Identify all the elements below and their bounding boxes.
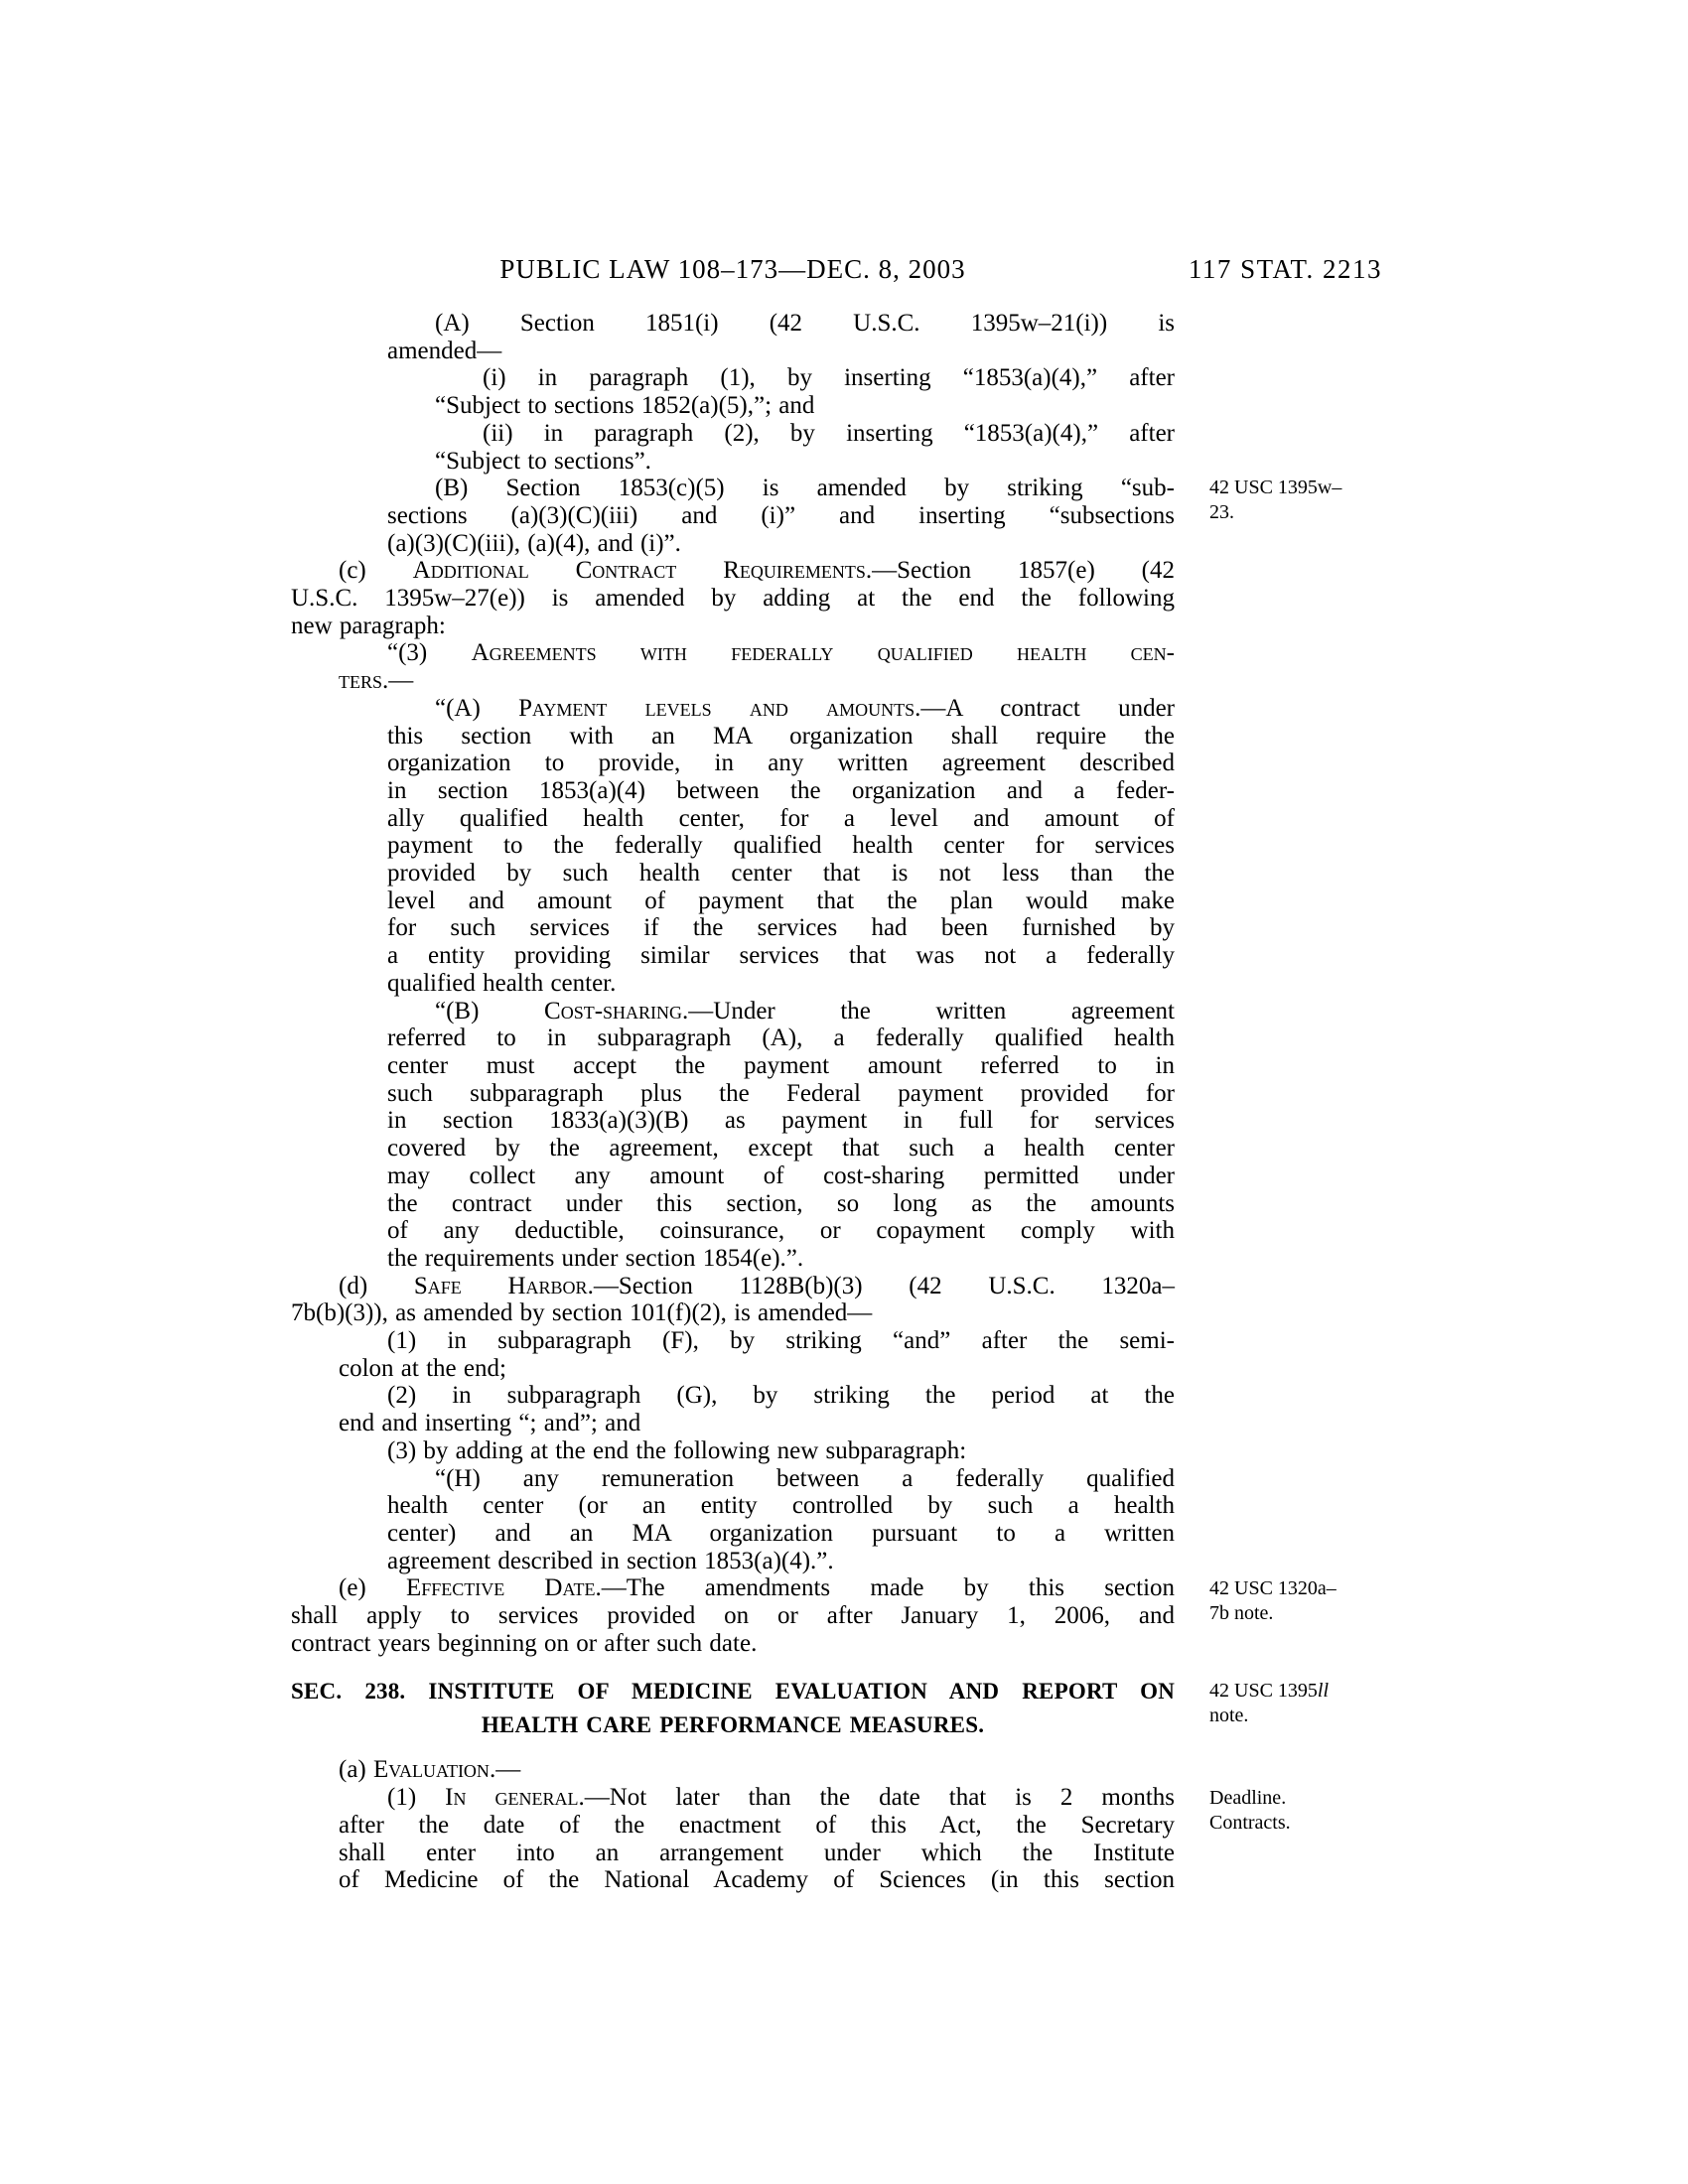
- text-line: “(H) any remuneration between a federally qualified: [435, 1464, 1175, 1492]
- text-line: (a)(3)(C)(iii), (a)(4), and (i)”.: [387, 529, 681, 557]
- text-line: payment to the federally qualified health center for services: [387, 832, 1175, 860]
- text-line: level and amount of payment that the plan would make: [387, 887, 1175, 914]
- text-line: of any deductible, coinsurance, or copayment comply with: [387, 1217, 1175, 1245]
- text-line: “(A) Payment levels and amounts.—A contract under: [435, 694, 1175, 722]
- text-line: a entity providing similar services that was not a federally: [387, 942, 1175, 970]
- text-line: U.S.C. 1395w–27(e)) is amended by adding at the end the following: [291, 585, 1175, 613]
- text-line: of Medicine of the National Academy of Sciences (in this section: [339, 1866, 1175, 1894]
- text-line: center must accept the payment amount referred to in: [387, 1051, 1175, 1079]
- text-line: may collect any amount of cost-sharing permitted under: [387, 1161, 1175, 1189]
- text-line: (3) by adding at the end the following new subparagraph:: [387, 1436, 967, 1464]
- text-line: for such services if the services had been furnished by: [387, 914, 1175, 942]
- text-line: organization to provide, in any written agreement described: [387, 750, 1175, 777]
- text-line: ters.—: [339, 667, 414, 695]
- text-line: shall apply to services provided on or after January 1, 2006, and: [291, 1602, 1175, 1630]
- page-header-law-title: PUBLIC LAW 108–173—DEC. 8, 2003: [499, 254, 966, 284]
- text-line: referred to in subparagraph (A), a federally qualified health: [387, 1024, 1175, 1052]
- page-header-stat-number: 117 STAT. 2213: [1188, 254, 1382, 284]
- text-line: health center (or an entity controlled by such a health: [387, 1492, 1175, 1520]
- text-line: provided by such health center that is not less than the: [387, 860, 1175, 887]
- text-line: (e) Effective Date.—The amendments made by this section: [339, 1574, 1176, 1602]
- text-line: (1) in subparagraph (F), by striking “and” after the semi-: [387, 1327, 1175, 1355]
- section-heading-line: HEALTH CARE PERFORMANCE MEASURES.: [481, 1712, 985, 1738]
- text-line: “Subject to sections 1852(a)(5),”; and: [435, 392, 815, 420]
- text-line: new paragraph:: [291, 612, 446, 639]
- text-line: 7b(b)(3)), as amended by section 101(f)(2), is amended—: [291, 1299, 873, 1327]
- text-line: sections (a)(3)(C)(iii) and (i)” and inserting “subsections: [387, 501, 1175, 529]
- margin-note-deadline-contracts: Deadline. Contracts.: [1209, 1787, 1291, 1834]
- text-line: the requirements under section 1854(e).”.: [387, 1244, 804, 1272]
- text-line: (d) Safe Harbor.—Section 1128B(b)(3) (42 U.S.C. 1320a–: [339, 1272, 1176, 1299]
- text-line: (ii) in paragraph (2), by inserting “1853(a)(4),” after: [483, 419, 1175, 447]
- text-line: (c) Additional Contract Requirements.—Section 1857(e) (42: [339, 557, 1176, 585]
- text-line: in section 1833(a)(3)(B) as payment in full for services: [387, 1107, 1175, 1135]
- text-line: this section with an MA organization shall require the: [387, 722, 1175, 750]
- text-line: (A) Section 1851(i) (42 U.S.C. 1395w–21(i)) is: [435, 310, 1175, 337]
- text-line: after the date of the enactment of this Act, the Secretary: [339, 1811, 1175, 1839]
- text-line: center) and an MA organization pursuant to a written: [387, 1519, 1175, 1547]
- text-line: “Subject to sections”.: [435, 447, 651, 475]
- text-line: agreement described in section 1853(a)(4).”.: [387, 1547, 834, 1574]
- text-line: end and inserting “; and”; and: [339, 1410, 641, 1437]
- text-line: such subparagraph plus the Federal payment provided for: [387, 1079, 1175, 1107]
- text-line: “(3) Agreements with federally qualified health cen-: [387, 639, 1175, 667]
- text-line: ally qualified health center, for a level and amount of: [387, 804, 1175, 832]
- text-line: covered by the agreement, except that such a health center: [387, 1135, 1175, 1162]
- margin-note-usc-1395w-23: 42 USC 1395w–23.: [1209, 477, 1342, 523]
- text-line: in section 1853(a)(4) between the organization and a feder-: [387, 776, 1175, 804]
- body-text: [291, 310, 1175, 1894]
- text-line: colon at the end;: [339, 1354, 506, 1382]
- text-line: amended—: [387, 337, 502, 364]
- text-line: shall enter into an arrangement under which the Institute: [339, 1839, 1175, 1866]
- text-line: “(B) Cost-sharing.—Under the written agreement: [435, 997, 1175, 1024]
- running-head: [0, 254, 1688, 288]
- text-line: (i) in paragraph (1), by inserting “1853(a)(4),” after: [483, 364, 1175, 392]
- text-line: (2) in subparagraph (G), by striking the period at the: [387, 1382, 1175, 1410]
- text-line: (a) Evaluation.—: [339, 1756, 521, 1784]
- margin-note-usc-1320a-7b: 42 USC 1320a–7b note.: [1209, 1577, 1336, 1624]
- text-line: qualified health center.: [387, 969, 617, 997]
- section-heading-line: SEC. 238. INSTITUTE OF MEDICINE EVALUATION AND REPORT ON: [291, 1679, 1175, 1705]
- text-line: (1) In general.—Not later than the date that is 2 months: [387, 1784, 1176, 1812]
- margin-note-usc-1395ll: 42 USC 1395ll note.: [1209, 1680, 1330, 1726]
- text-line: contract years beginning on or after such date.: [291, 1629, 758, 1657]
- text-line: (B) Section 1853(c)(5) is amended by striking “sub-: [435, 475, 1175, 502]
- text-line: the contract under this section, so long as the amounts: [387, 1189, 1175, 1217]
